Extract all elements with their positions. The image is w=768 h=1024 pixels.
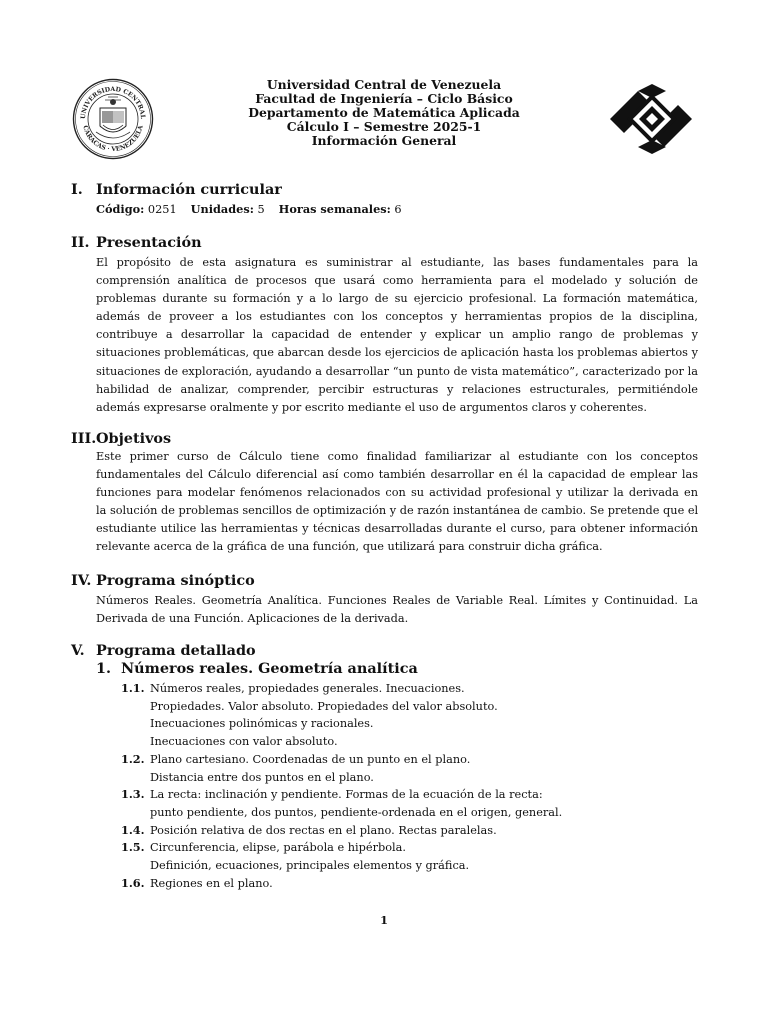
- sinoptico-paragraph: Números Reales. Geometría Analítica. Funciones Reales de Variable Real. Límites y Continuidad. La Derivada de una Función. Aplicaciones de la derivada.: [96, 594, 698, 626]
- header-subtitle: Información General: [311, 133, 457, 148]
- presentacion-paragraph: El propósito de esta asignatura es suministrar al estudiante, las bases fundamentales para la comprensión analítica de procesos que usará como herramienta para el modelado y solución de problemas durante su formación y a lo largo de su ejercicio profesional. La formación matemática, además de proveer a los estudiantes con los conceptos y herramientas propios de la disciplina, contribuye a desarrollar la capacidad de entender y explicar un amplio rango de problemas y situaciones problemáticas, que abarcan desde los ejercicios de aplicación hasta los problemas abiertos y situaciones de exploración, ayudando a desarrollar “un punto de vista matemático”, caracterizado por la habilidad de analizar, comprender, percibir estructuras y relaciones estructurales, permitiéndole además expresarse oralmente y por escrito mediante el uso de argumentos claros y coherentes.: [96, 256, 698, 414]
- list-item: 1.2. Plano cartesiano. Coordenadas de un punto en el plano. Distancia entre dos puntos en el plano.: [121, 751, 471, 784]
- section-title-detallado: V. Programa detallado: [71, 642, 256, 659]
- document-header: [200, 78, 568, 148]
- list-item: 1.1. Números reales, propiedades generales. Inecuaciones. Propiedades. Valor absoluto. Propiedades del valor absoluto. Inecuaciones polinómicas y racionales. Inecuaciones con valor absoluto.: [121, 681, 498, 749]
- section-title-sinoptico: IV. Programa sinóptico: [71, 572, 255, 589]
- curricular-info: Código: 0251 Unidades: 5 Horas semanales: 6: [96, 202, 402, 216]
- section-title-objetivos: III.Objetivos: [71, 430, 172, 447]
- detailed-items-list: [121, 680, 562, 892]
- header-course: Cálculo I – Semestre 2025-1: [286, 119, 482, 134]
- unidades-value: 5: [257, 203, 265, 216]
- section-title-curricular: I. Información curricular: [71, 181, 282, 198]
- list-item: 1.4. Posición relativa de dos rectas en el plano. Rectas paralelas.: [121, 822, 497, 837]
- list-item: 1.5. Circunferencia, elipse, parábola e hipérbola. Definición, ecuaciones, principales elementos y gráfica.: [121, 840, 470, 873]
- list-item: 1.3. La recta: inclinación y pendiente. Formas de la ecuación de la recta: punto pendiente, dos puntos, pendiente-ordenada en el origen, general.: [121, 787, 563, 819]
- objetivos-paragraph: Este primer curso de Cálculo tiene como finalidad familiarizar al estudiante con los conceptos fundamentales del Cálculo diferencial así como también desarrollar en él la capacidad de emplear las funciones para modelar fenómenos relacionados con su actividad profesional y utilizar la derivada en la solución de problemas sencillos de optimización y de razón instantánea de cambio. Se pretende que el estudiante utilice las herramientas y técnicas desarrolladas durante el curso, para obtener información relevante acerca de la gráfica de una función, que utilizará para construir dicha gráfica.: [96, 450, 698, 554]
- list-item: 1.6. Regiones en el plano.: [121, 875, 273, 890]
- codigo-value: 0251: [147, 203, 177, 216]
- faculty-logo: [608, 82, 694, 156]
- page-number: 1: [380, 913, 388, 927]
- header-department: Departamento de Matemática Aplicada: [248, 105, 520, 120]
- section-title-presentacion: II. Presentación: [71, 234, 202, 251]
- svg-text:UNIVERSIDAD CENTRAL: UNIVERSIDAD CENTRAL: [79, 85, 147, 120]
- university-seal: [72, 78, 154, 160]
- header-faculty: Facultad de Ingeniería – Ciclo Básico: [255, 91, 513, 106]
- subsection-title-numeros-reales: 1. Números reales. Geometría analítica: [96, 660, 418, 677]
- svg-text:CARACAS · VENEZUELA: CARACAS · VENEZUELA: [81, 124, 145, 154]
- horas-value: 6: [394, 203, 402, 216]
- header-university: Universidad Central de Venezuela: [266, 77, 502, 92]
